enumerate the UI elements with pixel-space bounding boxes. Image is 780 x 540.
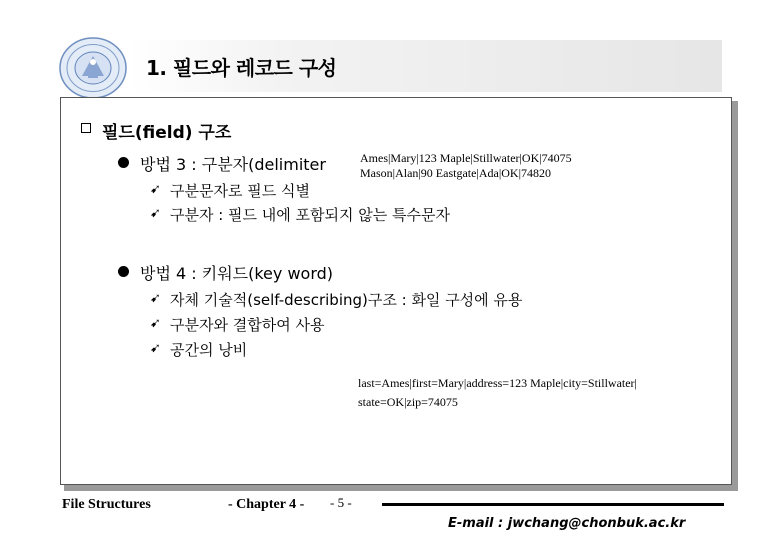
example-line: Mason|Alan|90 Eastgate|Ada|OK|74820 bbox=[360, 166, 551, 180]
square-checkbox-icon bbox=[81, 123, 91, 133]
footer-page-number: - 5 - bbox=[330, 495, 352, 510]
arrow-icon: ➹ bbox=[150, 316, 161, 331]
method4-sub2: 구분자와 결합하여 사용 bbox=[170, 316, 325, 334]
example-line: last=Ames|first=Mary|address=123 Maple|city=Stillwater| bbox=[358, 376, 637, 390]
footer-email: E-mail : jwchang@chonbuk.ac.kr bbox=[448, 516, 686, 531]
method4-sub1: 자체 기술적(self-describing)구조 : 화일 구성에 유용 bbox=[170, 291, 523, 309]
section-heading: 필드(field) 구조 bbox=[102, 123, 232, 143]
arrow-icon: ➹ bbox=[150, 291, 161, 306]
footer-course: File Structures bbox=[62, 497, 151, 512]
university-seal-icon bbox=[58, 36, 128, 100]
method4-label: 방법 4 : 키워드(key word) bbox=[140, 264, 334, 283]
filled-circle-icon bbox=[118, 157, 129, 168]
example-line: Ames|Mary|123 Maple|Stillwater|OK|74075 bbox=[360, 151, 572, 165]
arrow-icon: ➹ bbox=[150, 341, 161, 356]
delimiter-example-box bbox=[356, 150, 654, 182]
footer-divider bbox=[382, 503, 724, 506]
filled-circle-icon bbox=[118, 266, 129, 277]
page-title: 1. 필드와 레코드 구성 bbox=[146, 56, 337, 80]
arrow-icon: ➹ bbox=[150, 182, 161, 197]
method3-sub1: 구분문자로 필드 식별 bbox=[170, 182, 310, 200]
footer-chapter: - Chapter 4 - bbox=[228, 497, 305, 512]
keyword-example-box bbox=[358, 376, 698, 410]
method4-sub3: 공간의 낭비 bbox=[170, 341, 248, 359]
example-line: state=OK|zip=74075 bbox=[358, 395, 458, 409]
method3-label: 방법 3 : 구분자(delimiter bbox=[140, 155, 326, 174]
arrow-icon: ➹ bbox=[150, 206, 161, 221]
method3-sub2: 구분자 : 필드 내에 포함되지 않는 특수문자 bbox=[170, 206, 450, 224]
